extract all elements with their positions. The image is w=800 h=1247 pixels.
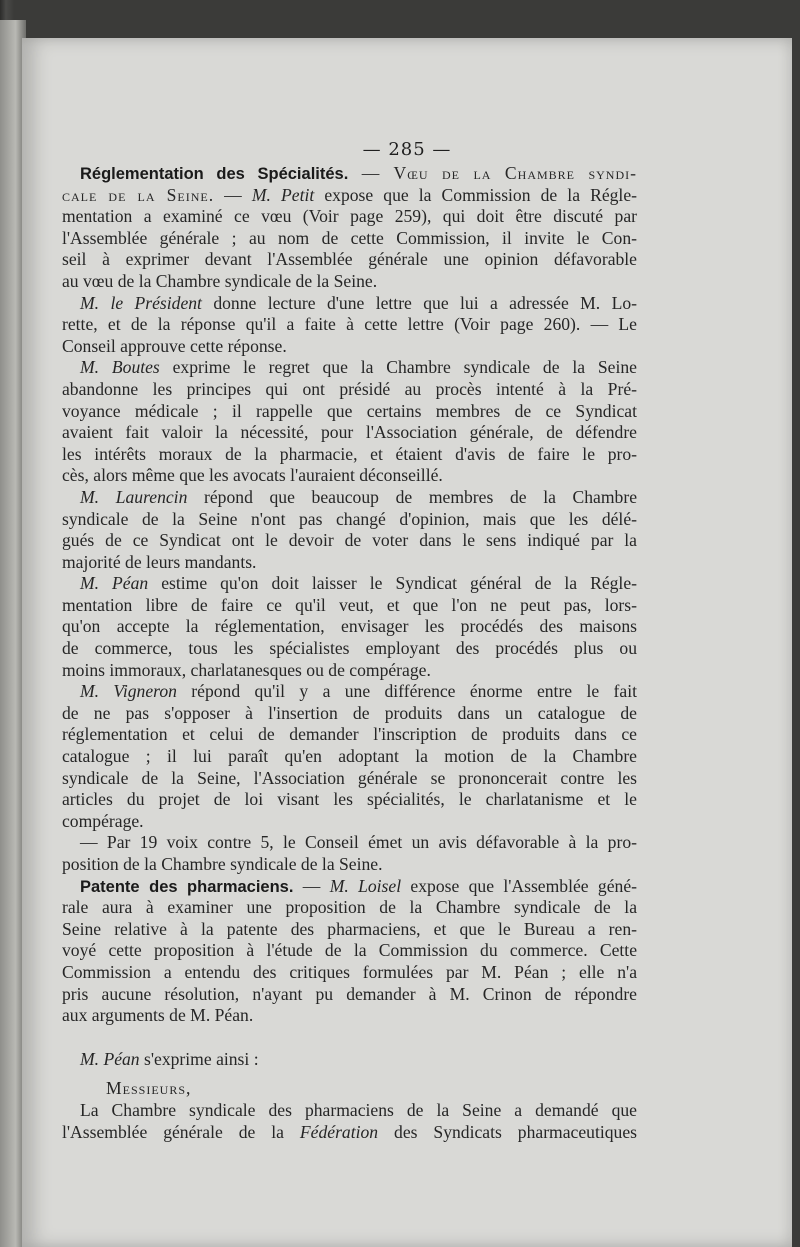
- text-line: [62, 573, 637, 595]
- text-line: rette, et de la réponse qu'il a faite à cette lettre (Voir page 260). — Le: [62, 314, 637, 335]
- paragraph-reglementation: [62, 163, 637, 293]
- paragraph-patente: [62, 876, 637, 1027]
- text-run-italic: Fédération: [299, 1121, 379, 1142]
- paragraph-closing: [62, 1100, 637, 1143]
- text-line: abandonne les principes qui ont présidé au procès intenté à la Pré-: [62, 378, 637, 399]
- text-line: La Chambre syndicale des pharmaciens de la Seine a demandé que: [80, 1099, 637, 1120]
- salutation: [62, 1078, 637, 1100]
- text-line: Commission a entendu des critiques formulées par M. Péan ; elle n'a: [62, 961, 637, 982]
- text-line: syndicale de la Seine, l'Association générale se prononcerait contre les: [62, 767, 637, 788]
- text-line: de ne pas s'opposer à l'insertion de produits dans un catalogue de: [62, 702, 637, 723]
- text-line: voyance médicale ; il rappelle que certains membres de ce Syndicat: [62, 400, 637, 421]
- speaker-name: M. Péan: [80, 1048, 140, 1069]
- text-run: des Syndicats pharmaceutiques: [378, 1121, 637, 1142]
- paragraph-laurencin: [62, 487, 637, 573]
- text-line: [62, 185, 637, 207]
- text-run: — Vœu de la Chambre syndi-: [348, 163, 637, 183]
- text-run: l'Assemblée générale de la: [62, 1121, 300, 1142]
- text-line: [62, 1049, 637, 1071]
- text-run: —: [293, 875, 330, 896]
- text-line: [62, 876, 637, 898]
- text-line: aux arguments de M. Péan.: [62, 1005, 254, 1026]
- text-line: pris aucune résolution, n'ayant pu demander à M. Crinon de répondre: [62, 983, 637, 1004]
- speaker-name: M. Loisel: [329, 875, 402, 896]
- paragraph-vigneron: [62, 681, 637, 832]
- text-run: expose que la Commission de la Régle-: [314, 184, 637, 205]
- text-line: de commerce, tous les spécialistes employant des procédés plus ou: [62, 638, 637, 659]
- text-line: Conseil approuve cette réponse.: [62, 335, 287, 356]
- text-line: majorité de leurs mandants.: [62, 551, 257, 572]
- text-line: gués de ce Syndicat ont le devoir de voter dans le sens indiqué par la: [62, 530, 637, 551]
- text-line: [62, 163, 637, 185]
- text-line: position de la Chambre syndicale de la Seine.: [62, 854, 383, 874]
- text-line: articles du projet de loi visant les spécialités, le charlatanisme et le: [62, 789, 637, 810]
- text-line: mentation a examiné ce vœu (Voir page 259), qui doit être discuté par: [62, 206, 637, 227]
- text-line: voyé cette proposition à l'étude de la Commission du commerce. Cette: [62, 940, 637, 961]
- text-line: réglementation et celui de demander l'inscription de produits dans ce: [62, 724, 637, 745]
- speaker-name: M. Boutes: [80, 357, 160, 378]
- text-run: s'exprime ainsi :: [139, 1048, 259, 1069]
- text-line: Seine relative à la patente des pharmaciens, et que le Bureau a ren-: [62, 918, 637, 939]
- text-line: [62, 681, 637, 703]
- text-line: compérage.: [62, 810, 144, 831]
- paragraph-vote: [62, 832, 637, 875]
- text-line: seil à exprimer devant l'Assemblée générale une opinion défavorable: [62, 249, 637, 270]
- text-line: avaient fait valoir la nécessité, pour l'Association générale, de défendre: [62, 422, 637, 443]
- text-run: estime qu'on doit laisser le Syndicat général de la Régle-: [148, 573, 637, 594]
- text-line: au vœu de la Chambre syndicale de la Seine.: [62, 270, 378, 291]
- text-line: [62, 357, 637, 379]
- text-line: [62, 293, 637, 315]
- speaker-name: M. Péan: [80, 573, 149, 594]
- text-run: donne lecture d'une lettre que lui a adressée M. Lo-: [201, 292, 637, 313]
- salutation-text: Messieurs,: [106, 1078, 192, 1099]
- text-run: —: [214, 184, 252, 205]
- text-line: syndicale de la Seine n'ont pas changé d'opinion, mais que les délé-: [62, 508, 637, 529]
- paragraph-pean: [62, 573, 637, 681]
- body-text: [62, 163, 637, 1143]
- text-line: mentation libre de faire ce qu'il veut, et que l'on ne peut pas, lors-: [62, 594, 637, 615]
- text-line: catalogue ; il lui paraît qu'en adoptant la motion de la Chambre: [62, 746, 637, 767]
- text-line: rale aura à examiner une proposition de la Chambre syndicale de la: [62, 897, 637, 918]
- spacer: [62, 1070, 637, 1078]
- spacer: [62, 1027, 637, 1049]
- section-heading: Réglementation des Spécialités.: [80, 165, 349, 183]
- page-sheet: [22, 38, 792, 1247]
- speaker-name: M. Petit: [251, 184, 315, 205]
- text-run: exprime le regret que la Chambre syndicale de la Seine: [159, 357, 637, 378]
- speaker-name: M. le Président: [80, 292, 202, 313]
- text-line: — Par 19 voix contre 5, le Conseil émet un avis défavorable à la pro-: [80, 832, 637, 853]
- text-run: expose que l'Assemblée géné-: [401, 875, 638, 896]
- text-line: l'Assemblée générale ; au nom de cette Commission, il invite le Con-: [62, 227, 637, 248]
- paragraph-president: [62, 293, 637, 358]
- paragraph-boutes: [62, 357, 637, 487]
- speaker-name: M. Vigneron: [80, 681, 177, 702]
- page-number: — 285 —: [362, 139, 452, 160]
- text-line: [62, 487, 637, 509]
- text-run: répond que beaucoup de membres de la Chambre: [187, 486, 638, 507]
- text-line: qu'on accepte la réglementation, envisager les procédés des maisons: [62, 616, 637, 637]
- text-run: cale de la Seine.: [62, 184, 215, 205]
- text-line: cès, alors même que les avocats l'auraient déconseillé.: [62, 465, 443, 486]
- text-line: les intérêts moraux de la pharmacie, et étaient d'avis de faire le pro-: [62, 443, 637, 464]
- speaker-name: M. Laurencin: [80, 486, 188, 507]
- section-heading: Patente des pharmaciens.: [80, 877, 294, 896]
- text-run: répond qu'il y a une différence énorme entre le fait: [176, 681, 637, 702]
- paragraph-pean-speech-intro: [62, 1049, 637, 1071]
- text-line: moins immoraux, charlatanesques ou de compérage.: [62, 659, 431, 680]
- text-line: [62, 1122, 637, 1144]
